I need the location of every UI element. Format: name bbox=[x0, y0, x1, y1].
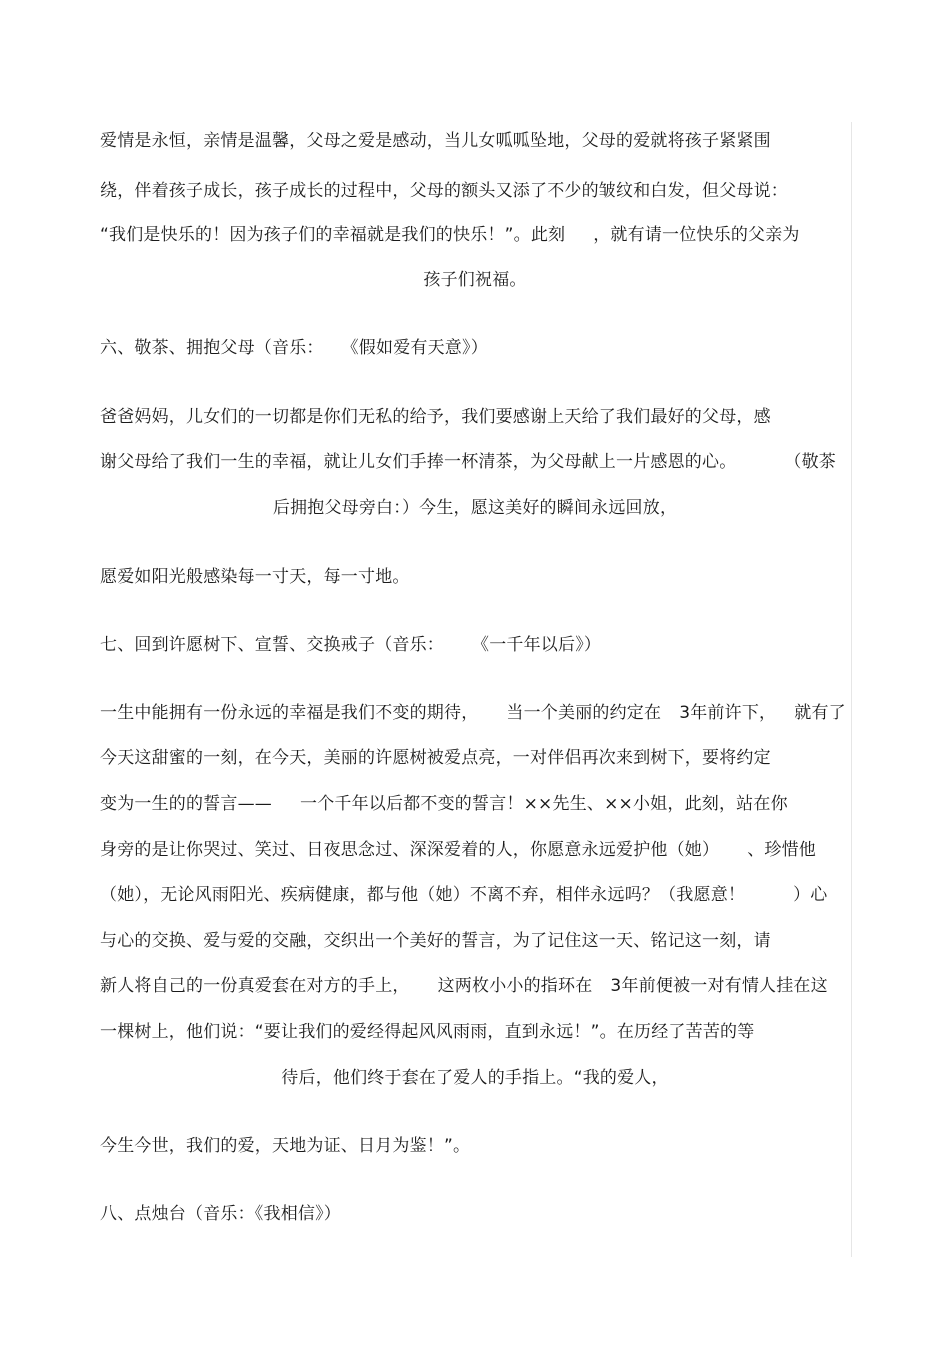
section-heading: 七、回到许愿树下、宣誓、交换戒子（音乐： 《一千年以后》） bbox=[100, 635, 602, 655]
text-line: 与心的交换、爱与爱的交融，交织出一个美好的誓言，为了记住这一天、铭记这一刻，请 bbox=[100, 931, 771, 951]
text-line: 爸爸妈妈，儿女们的一切都是你们无私的给予，我们要感谢上天给了我们最好的父母，感 bbox=[100, 407, 771, 427]
text-line: 一生中能拥有一份永远的幸福是我们不变的期待， 当一个美丽的约定在 3年前许下， 就有了 bbox=[100, 703, 846, 723]
text-line: “我们是快乐的！因为孩子们的幸福就是我们的快乐！”。此刻 ，就有请一位快乐的父亲为 bbox=[100, 225, 800, 245]
text-line: 待后，他们终于套在了爱人的手指上。“我的爱人， bbox=[281, 1068, 669, 1088]
text-line: 爱情是永恒，亲情是温馨，父母之爱是感动，当儿女呱呱坠地，父母的爱就将孩子紧紧围 bbox=[100, 131, 771, 151]
text-line: 变为一生的的誓言—— 一个千年以后都不变的誓言！××先生、××小姐，此刻，站在你 bbox=[100, 794, 788, 814]
text-line: 今生今世，我们的爱，天地为证、日月为鉴！”。 bbox=[100, 1136, 471, 1156]
text-line: 一棵树上，他们说：“要让我们的爱经得起风风雨雨，直到永远！”。在历经了苦苦的等 bbox=[100, 1022, 755, 1042]
section-heading: 六、敬茶、拥抱父母（音乐： 《假如爱有天意》） bbox=[100, 338, 488, 358]
text-line: 后拥抱父母旁白：）今生，愿这美好的瞬间永远回放， bbox=[272, 498, 678, 518]
text-line: （她），无论风雨阳光、疾病健康，都与他（她）不离不弃，相伴永远吗？（我愿意！ ）心 bbox=[100, 885, 828, 905]
text-line: 谢父母给了我们一生的幸福，就让儿女们手捧一杯清茶，为父母献上一片感恩的心。 （敬茶 bbox=[100, 452, 837, 472]
text-line: 新人将自己的一份真爱套在对方的手上， 这两枚小小的指环在 3年前便被一对有情人挂在这 bbox=[100, 976, 828, 996]
text-line: 今天这甜蜜的一刻，在今天，美丽的许愿树被爱点亮，一对伴侣再次来到树下，要将约定 bbox=[100, 748, 771, 768]
text-line: 身旁的是让你哭过、笑过、日夜思念过、深深爱着的人，你愿意永远爱护他（她） 、珍惜他 bbox=[100, 840, 817, 860]
text-line: 绕，伴着孩子成长，孩子成长的过程中，父母的额头又添了不少的皱纹和白发，但父母说： bbox=[100, 181, 788, 201]
text-line: 孩子们祝福。 bbox=[423, 270, 527, 290]
text-line: 愿爱如阳光般感染每一寸天，每一寸地。 bbox=[100, 567, 410, 587]
section-heading: 八、点烛台（音乐：《我相信》） bbox=[100, 1204, 341, 1224]
